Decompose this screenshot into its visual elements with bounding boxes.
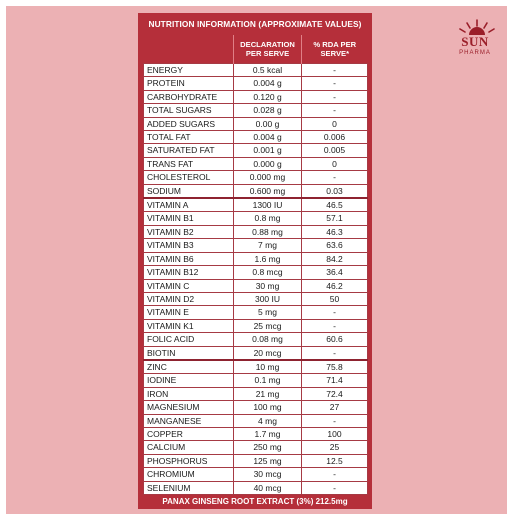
- declaration-value: 20 mcg: [234, 346, 302, 360]
- declaration-value: 4 mg: [234, 414, 302, 427]
- nutrient-name: TRANS FAT: [144, 157, 234, 170]
- panel-footer: PANAX GINSENG ROOT EXTRACT (3%) 212.5mg: [162, 497, 348, 506]
- nutrient-name: MANGANESE: [144, 414, 234, 427]
- declaration-value: 0.004 g: [234, 131, 302, 144]
- table-row: [144, 279, 368, 292]
- header-nutrient: [144, 35, 234, 64]
- declaration-value: 250 mg: [234, 441, 302, 454]
- declaration-value: 0.5 kcal: [234, 64, 302, 77]
- table-row: [144, 414, 368, 427]
- declaration-value: 0.8 mg: [234, 212, 302, 225]
- table-row: [144, 90, 368, 103]
- table-body: [144, 64, 368, 495]
- rda-value: -: [302, 104, 368, 117]
- nutrient-name: TOTAL SUGARS: [144, 104, 234, 117]
- declaration-value: 300 IU: [234, 292, 302, 305]
- declaration-value: 125 mg: [234, 454, 302, 467]
- table-row: [144, 212, 368, 225]
- table-row: [144, 171, 368, 184]
- table-row: [144, 427, 368, 440]
- table-row: [144, 64, 368, 77]
- declaration-value: 0.00 g: [234, 117, 302, 130]
- nutrient-name: CHOLESTEROL: [144, 171, 234, 184]
- rda-value: -: [302, 468, 368, 481]
- table-row: [144, 387, 368, 400]
- nutrient-name: VITAMIN C: [144, 279, 234, 292]
- nutrient-name: VITAMIN E: [144, 306, 234, 319]
- nutrient-name: VITAMIN A: [144, 198, 234, 212]
- nutrient-name: VITAMIN D2: [144, 292, 234, 305]
- table-row: [144, 266, 368, 279]
- brand-name: SUN: [461, 34, 489, 49]
- table-row: [144, 454, 368, 467]
- declaration-value: 0.000 mg: [234, 171, 302, 184]
- declaration-value: 10 mg: [234, 360, 302, 374]
- nutrient-name: SELENIUM: [144, 481, 234, 494]
- rda-value: 71.4: [302, 374, 368, 387]
- declaration-value: 0.1 mg: [234, 374, 302, 387]
- rda-value: 100: [302, 427, 368, 440]
- header-declaration: DECLARATION PER SERVE: [234, 35, 302, 64]
- rda-value: -: [302, 481, 368, 494]
- declaration-value: 0.001 g: [234, 144, 302, 157]
- nutrition-panel: [138, 13, 372, 509]
- declaration-value: 1.6 mg: [234, 252, 302, 265]
- table-row: [144, 374, 368, 387]
- table-row: [144, 346, 368, 360]
- table-row: [144, 144, 368, 157]
- nutrient-name: SATURATED FAT: [144, 144, 234, 157]
- nutrient-name: CHROMIUM: [144, 468, 234, 481]
- table-row: [144, 306, 368, 319]
- table-row: [144, 401, 368, 414]
- nutrient-name: VITAMIN K1: [144, 319, 234, 332]
- nutrient-name: MAGNESIUM: [144, 401, 234, 414]
- table-row: [144, 104, 368, 117]
- declaration-value: 30 mcg: [234, 468, 302, 481]
- rda-value: 46.2: [302, 279, 368, 292]
- declaration-value: 0.120 g: [234, 90, 302, 103]
- declaration-value: 0.004 g: [234, 77, 302, 90]
- rda-value: 75.8: [302, 360, 368, 374]
- rda-value: -: [302, 414, 368, 427]
- rda-value: 0.03: [302, 184, 368, 198]
- nutrient-name: TOTAL FAT: [144, 131, 234, 144]
- nutrient-name: COPPER: [144, 427, 234, 440]
- declaration-value: 1.7 mg: [234, 427, 302, 440]
- declaration-value: 0.000 g: [234, 157, 302, 170]
- rda-value: 27: [302, 401, 368, 414]
- table-row: [144, 225, 368, 238]
- table-row: [144, 360, 368, 374]
- nutrition-table: [143, 35, 368, 495]
- rda-value: 0.006: [302, 131, 368, 144]
- declaration-value: 7 mg: [234, 239, 302, 252]
- declaration-value: 0.8 mcg: [234, 266, 302, 279]
- table-row: [144, 333, 368, 346]
- nutrient-name: PHOSPHORUS: [144, 454, 234, 467]
- rda-value: 0.005: [302, 144, 368, 157]
- rda-value: -: [302, 64, 368, 77]
- table-row: [144, 441, 368, 454]
- table-row: [144, 77, 368, 90]
- nutrient-name: IODINE: [144, 374, 234, 387]
- rda-value: 25: [302, 441, 368, 454]
- rda-value: 46.5: [302, 198, 368, 212]
- table-row: [144, 468, 368, 481]
- declaration-value: 0.88 mg: [234, 225, 302, 238]
- nutrient-name: VITAMIN B6: [144, 252, 234, 265]
- rda-value: 12.5: [302, 454, 368, 467]
- rda-value: 36.4: [302, 266, 368, 279]
- nutrient-name: ENERGY: [144, 64, 234, 77]
- nutrient-name: FOLIC ACID: [144, 333, 234, 346]
- nutrient-name: VITAMIN B3: [144, 239, 234, 252]
- table-row: [144, 292, 368, 305]
- table-row: [144, 239, 368, 252]
- table-header-row: [144, 35, 368, 64]
- declaration-value: 30 mg: [234, 279, 302, 292]
- table-row: [144, 131, 368, 144]
- rda-value: 72.4: [302, 387, 368, 400]
- rda-value: -: [302, 171, 368, 184]
- rda-value: 0: [302, 157, 368, 170]
- table-row: [144, 252, 368, 265]
- rda-value: 46.3: [302, 225, 368, 238]
- rda-value: 60.6: [302, 333, 368, 346]
- nutrient-name: IRON: [144, 387, 234, 400]
- rda-value: -: [302, 77, 368, 90]
- nutrient-name: CALCIUM: [144, 441, 234, 454]
- brand-sub: PHARMA: [459, 50, 491, 56]
- declaration-value: 25 mcg: [234, 319, 302, 332]
- declaration-value: 0.600 mg: [234, 184, 302, 198]
- nutrient-name: VITAMIN B1: [144, 212, 234, 225]
- panel-title: NUTRITION INFORMATION (APPROXIMATE VALUES): [148, 19, 362, 29]
- nutrient-name: VITAMIN B12: [144, 266, 234, 279]
- header-rda: % RDA PER SERVE*: [302, 35, 368, 64]
- declaration-value: 0.028 g: [234, 104, 302, 117]
- rda-value: 50: [302, 292, 368, 305]
- declaration-value: 21 mg: [234, 387, 302, 400]
- nutrient-name: SODIUM: [144, 184, 234, 198]
- rda-value: -: [302, 319, 368, 332]
- nutrient-name: CARBOHYDRATE: [144, 90, 234, 103]
- table-row: [144, 198, 368, 212]
- rda-value: -: [302, 346, 368, 360]
- declaration-value: 1300 IU: [234, 198, 302, 212]
- nutrient-name: ZINC: [144, 360, 234, 374]
- table-row: [144, 481, 368, 494]
- rda-value: 63.6: [302, 239, 368, 252]
- table-row: [144, 319, 368, 332]
- nutrient-name: VITAMIN B2: [144, 225, 234, 238]
- rda-value: 0: [302, 117, 368, 130]
- declaration-value: 5 mg: [234, 306, 302, 319]
- table-row: [144, 157, 368, 170]
- table-row: [144, 117, 368, 130]
- nutrient-name: ADDED SUGARS: [144, 117, 234, 130]
- table-row: [144, 184, 368, 198]
- rda-value: 84.2: [302, 252, 368, 265]
- nutrient-name: BIOTIN: [144, 346, 234, 360]
- declaration-value: 100 mg: [234, 401, 302, 414]
- rda-value: -: [302, 306, 368, 319]
- nutrient-name: PROTEIN: [144, 77, 234, 90]
- declaration-value: 0.08 mg: [234, 333, 302, 346]
- declaration-value: 40 mcg: [234, 481, 302, 494]
- rda-value: 57.1: [302, 212, 368, 225]
- rda-value: -: [302, 90, 368, 103]
